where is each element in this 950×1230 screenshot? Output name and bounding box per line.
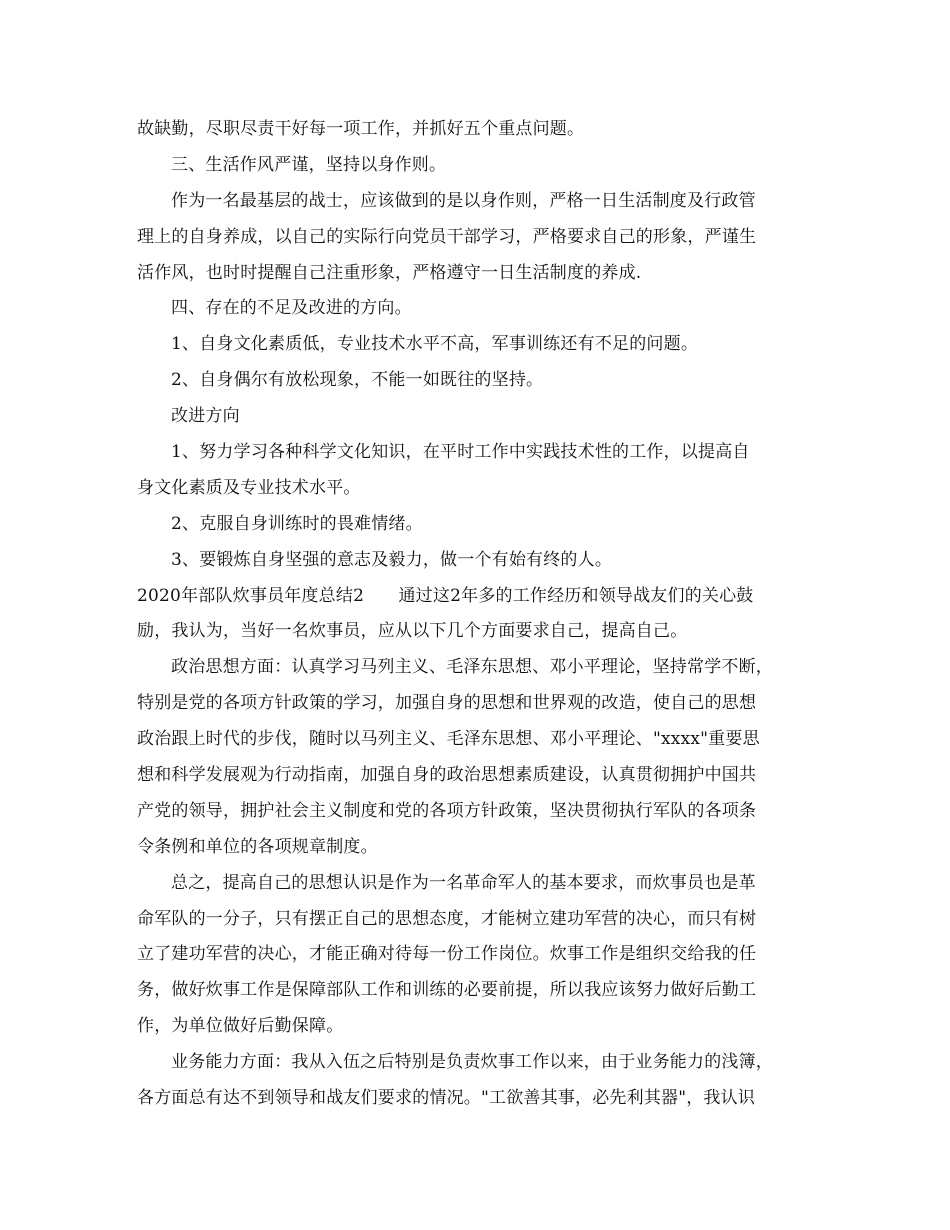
text-line: 业务能力方面：我从入伍之后特别是负责炊事工作以来，由于业务能力的浅簿， bbox=[171, 1052, 773, 1073]
text-line: 总之，提高自己的思想认识是作为一名革命军人的基本要求，而炊事员也是革 bbox=[171, 872, 756, 893]
text-line: 命军队的一分子，只有摆正自己的思想态度，才能树立建功军营的决心，而只有树 bbox=[137, 908, 757, 929]
text-line: 政治跟上时代的步伐，随时以马列主义、毛泽东思想、邓小平理论、"xxxx"重要思 bbox=[137, 729, 760, 750]
text-line: 活作风，也时时提醒自己注重形象，严格遵守一日生活制度的养成. bbox=[137, 262, 642, 283]
text-line: 想和科学发展观为行动指南，加强自身的政治思想素质建设，认真贯彻拥护中国共 bbox=[137, 765, 757, 786]
text-line: 故缺勤，尽职尽责干好每一项工作，并抓好五个重点问题。 bbox=[137, 119, 585, 139]
text-line: 产党的领导，拥护社会主义制度和党的各项方针政策，坚决贯彻执行军队的各项条 bbox=[137, 800, 757, 821]
text-line: 令条例和单位的各项规章制度。 bbox=[137, 836, 378, 857]
list-item: 3、要锻炼自身坚强的意志及毅力，做一个有始有终的人。 bbox=[171, 549, 613, 570]
list-item: 2、自身偶尔有放松现象，不能一如既往的坚持。 bbox=[171, 370, 544, 391]
list-item: 2、克服自身训练时的畏难情绪。 bbox=[171, 513, 423, 534]
section-heading-4: 四、存在的不足及改进的方向。 bbox=[171, 298, 412, 319]
text-line: 励，我认为，当好一名炊事员，应从以下几个方面要求自己，提高自己。 bbox=[137, 621, 688, 642]
text-line: 作为一名最基层的战士，应该做到的是以身作则，严格一日生活制度及行政管 bbox=[171, 190, 756, 211]
text-line: 各方面总有达不到领导和战友们要求的情况。"工欲善其事，必先利其器"，我认识 bbox=[137, 1088, 756, 1109]
document-body bbox=[137, 112, 827, 1117]
text-line: 立了建功军营的决心，才能正确对待每一份工作岗位。炊事工作是组织交给我的任 bbox=[137, 944, 757, 965]
text-line: 身文化素质及专业技术水平。 bbox=[137, 477, 361, 498]
text-line: 务，做好炊事工作是保障部队工作和训练的必要前提，所以我应该努力做好后勤工 bbox=[137, 980, 757, 1001]
list-item: 1、自身文化素质低，专业技术水平不高，军事训练还有不足的问题。 bbox=[171, 334, 699, 355]
text-line: 政治思想方面：认真学习马列主义、毛泽东思想、邓小平理论，坚持常学不断， bbox=[171, 657, 773, 678]
text-line: 作，为单位做好后勤保障。 bbox=[137, 1016, 344, 1037]
section-heading-3: 三、生活作风严谨，坚持以身作则。 bbox=[171, 154, 447, 175]
text-line: 理上的自身养成，以自己的实际行向党员干部学习，严格要求自己的形象，严谨生 bbox=[137, 226, 757, 247]
text-line: 特别是党的各项方针政策的学习，加强自身的思想和世界观的改造，使自己的思想 bbox=[137, 693, 757, 714]
list-item: 1、努力学习各种科学文化知识，在平时工作中实践技术性的工作，以提高自 bbox=[171, 442, 750, 463]
subheading-improvement: 改进方向 bbox=[171, 406, 240, 427]
article-title-line: 2020年部队炊事员年度总结2 通过这2年多的工作经历和领导战友们的关心鼓 bbox=[137, 585, 754, 606]
